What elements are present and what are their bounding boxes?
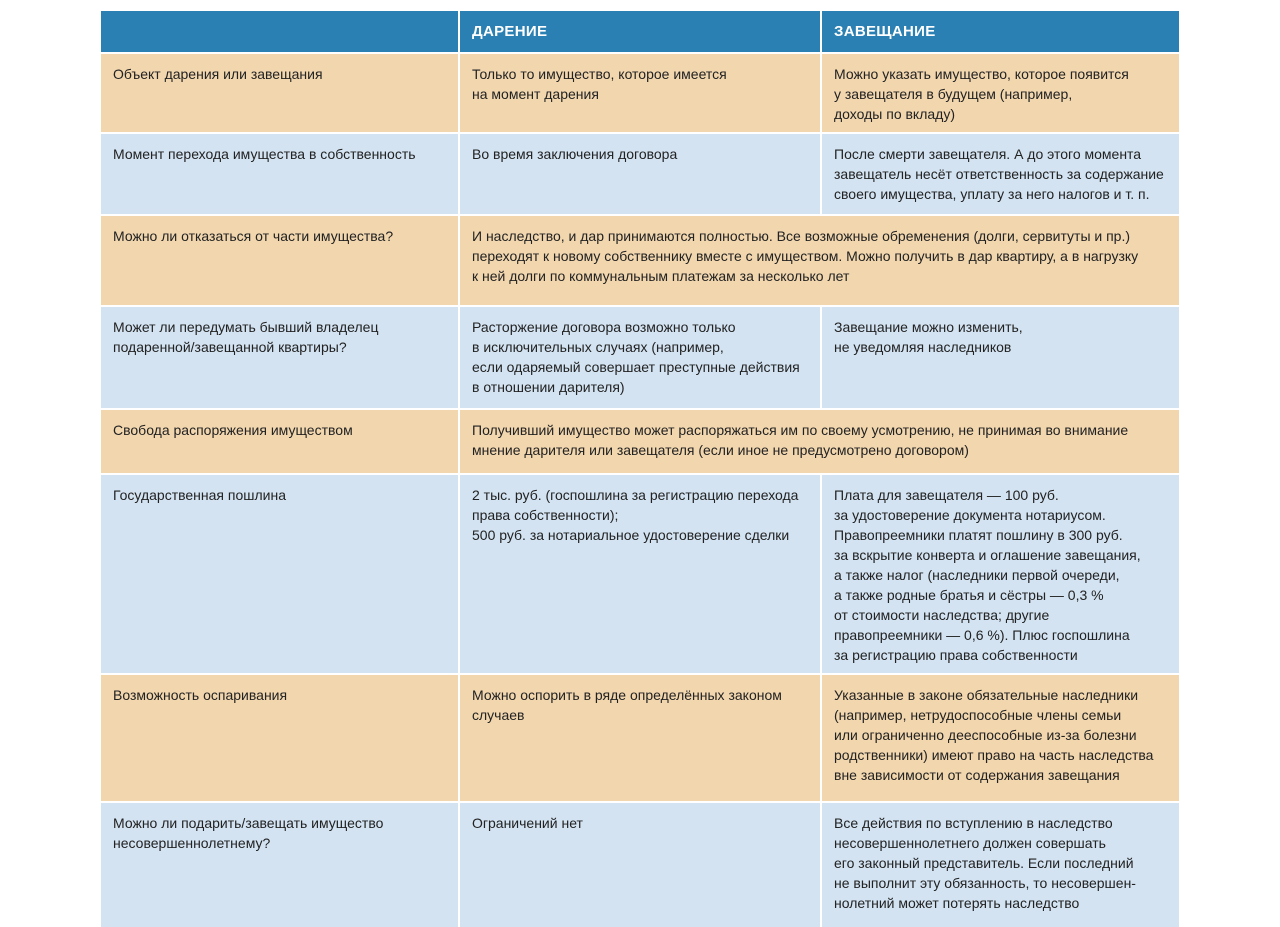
header-cell-will: ЗАВЕЩАНИЕ: [822, 11, 1179, 52]
header-cell-empty: [101, 11, 458, 52]
row-common-cell: Получивший имущество может распоряжаться им по своему усмотрению, не принимая во внимание мнение дарителя или завещателя (если иное не предусмотрено договором): [460, 410, 1179, 473]
comparison-table: [101, 11, 1179, 927]
row-gift-cell: Расторжение договора возможно только в исключительных случаях (например, если одаряемый совершает преступные действия в отношении дарителя): [460, 307, 820, 408]
row-will-cell: Можно указать имущество, которое появится у завещателя в будущем (например, доходы по вкладу): [822, 54, 1179, 132]
row-criterion: Можно ли подарить/завещать имущество несовершеннолетнему?: [101, 803, 458, 927]
row-criterion: Государственная пошлина: [101, 475, 458, 673]
row-common-cell: И наследство, и дар принимаются полностью. Все возможные обременения (долги, сервитуты и пр.) переходят к новому собственнику вместе с имуществом. Можно получить в дар квартиру, а в нагрузку к ней долги по коммунальным платежам за несколько лет: [460, 216, 1179, 305]
row-gift-cell: Ограничений нет: [460, 803, 820, 927]
header-cell-gift: ДАРЕНИЕ: [460, 11, 820, 52]
row-criterion: Возможность оспаривания: [101, 675, 458, 801]
row-will-cell: Завещание можно изменить, не уведомляя наследников: [822, 307, 1179, 408]
row-criterion: Можно ли отказаться от части имущества?: [101, 216, 458, 305]
row-gift-cell: Только то имущество, которое имеется на момент дарения: [460, 54, 820, 132]
row-gift-cell: 2 тыс. руб. (госпошлина за регистрацию перехода права собственности); 500 руб. за нотариальное удостоверение сделки: [460, 475, 820, 673]
row-criterion: Момент перехода имущества в собственность: [101, 134, 458, 214]
row-will-cell: После смерти завещателя. А до этого момента завещатель несёт ответственность за содержание своего имущества, уплату за него налогов и т. п.: [822, 134, 1179, 214]
row-gift-cell: Во время заключения договора: [460, 134, 820, 214]
row-criterion: Может ли передумать бывший владелец подаренной/завещанной квартиры?: [101, 307, 458, 408]
row-will-cell: Плата для завещателя — 100 руб. за удостоверение документа нотариусом. Правопреемники платят пошлину в 300 руб. за вскрытие конверта и оглашение завещания, а также налог (наследники первой очереди, а также родные братья и сёстры — 0,3 % от стоимости наследства; другие правопреемники — 0,6 %). Плюс госпошлина за регистрацию права собственности: [822, 475, 1179, 673]
row-will-cell: Все действия по вступлению в наследство несовершеннолетнего должен совершать его законный представитель. Если последний не выполнит эту обязанность, то несовершен- нолетний может потерять наследство: [822, 803, 1179, 927]
row-gift-cell: Можно оспорить в ряде определённых законом случаев: [460, 675, 820, 801]
row-will-cell: Указанные в законе обязательные наследники (например, нетрудоспособные члены семьи или ограниченно дееспособные из-за болезни родственники) имеют право на часть наследства вне зависимости от содержания завещания: [822, 675, 1179, 801]
row-criterion: Объект дарения или завещания: [101, 54, 458, 132]
row-criterion: Свобода распоряжения имуществом: [101, 410, 458, 473]
